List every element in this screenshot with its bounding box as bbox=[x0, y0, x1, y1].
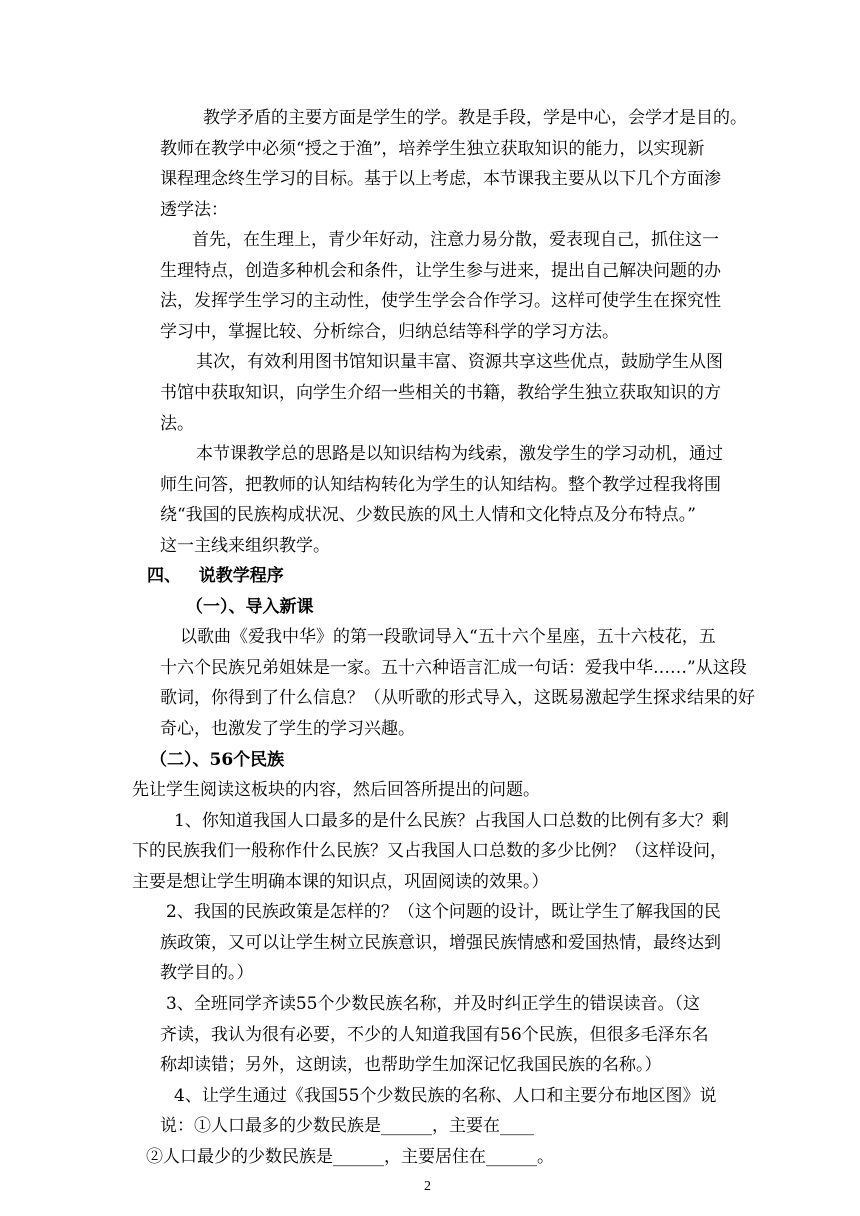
subsection-heading: （一）、导入新课 bbox=[186, 597, 314, 617]
paragraph-line: 齐读，我认为很有必要，不少的人知道我国有56个民族，但很多毛泽东名 bbox=[160, 1025, 709, 1045]
paragraph-line: 下的民族我们一般称作什么民族？又占我国人口总数的多少比例？（这样设问， bbox=[132, 841, 727, 861]
paragraph-line: 族政策，又可以让学生树立民族意识，增强民族情感和爱国热情，最终达到 bbox=[160, 933, 721, 953]
paragraph-line: 以歌曲《爱我中华》的第一段歌词导入“五十六个星座，五十六枝花，五 bbox=[180, 627, 716, 647]
paragraph-line: 说：①人口最多的少数民族是______，主要在____ bbox=[160, 1116, 534, 1136]
paragraph-line: 学习中，掌握比较、分析综合，归纳总结等科学的学习方法。 bbox=[160, 322, 619, 342]
paragraph-line: 其次，有效利用图书馆知识量丰富、资源共享这些优点，鼓励学生从图 bbox=[196, 352, 723, 372]
paragraph-line: 教师在教学中必须“授之于渔”，培养学生独立获取知识的能力，以实现新 bbox=[160, 139, 705, 159]
paragraph-line: 这一主线来组织教学。 bbox=[160, 536, 330, 556]
paragraph-line: 法，发挥学生学习的主动性，使学生学会合作学习。这样可使学生在探究性 bbox=[160, 291, 721, 311]
paragraph-line: 教学目的。） bbox=[160, 963, 254, 983]
paragraph-line: 绕“我国的民族构成状况、少数民族的风土人情和文化特点及分布特点。” bbox=[160, 505, 696, 525]
paragraph-line: 透学法： bbox=[160, 200, 228, 220]
paragraph-line: 称却读错；另外，这朗读，也帮助学生加深记忆我国民族的名称。） bbox=[160, 1055, 662, 1075]
paragraph-line: ②人口最少的少数民族是______，主要居住在______。 bbox=[146, 1147, 554, 1167]
page-number: 2 bbox=[424, 1179, 431, 1194]
paragraph-line: 3、全班同学齐读55个少数民族名称，并及时纠正学生的错误读音。（这 bbox=[166, 994, 700, 1014]
paragraph-line: 法。 bbox=[160, 414, 194, 434]
paragraph-line: 1、你知道我国人口最多的是什么民族？占我国人口总数的比例有多大？剩 bbox=[174, 811, 729, 831]
paragraph-line: 歌词，你得到了什么信息？（从听歌的形式导入，这既易激起学生探求结果的好 bbox=[160, 688, 755, 708]
paragraph-line: 主要是想让学生明确本课的知识点，巩固阅读的效果。） bbox=[132, 872, 549, 892]
paragraph-line: 奇心，也激发了学生的学习兴趣。 bbox=[160, 719, 415, 739]
paragraph-line: 书馆中获取知识，向学生介绍一些相关的书籍，教给学生独立获取知识的方 bbox=[160, 383, 721, 403]
paragraph-line: 教学矛盾的主要方面是学生的学。教是手段，学是中心，会学才是目的。 bbox=[203, 108, 747, 128]
paragraph-line: 先让学生阅读这板块的内容，然后回答所提出的问题。 bbox=[132, 780, 540, 800]
paragraph-line: 十六个民族兄弟姐妹是一家。五十六种语言汇成一句话：爱我中华……”从这段 bbox=[160, 658, 747, 678]
paragraph-line: 首先，在生理上，青少年好动，注意力易分散，爱表现自己，抓住这一 bbox=[192, 230, 719, 250]
section-heading: 四、 说教学程序 bbox=[147, 566, 284, 586]
paragraph-line: 课程理念终生学习的目标。基于以上考虑，本节课我主要从以下几个方面渗 bbox=[160, 169, 721, 189]
subsection-heading: （二）、56个民族 bbox=[150, 750, 285, 770]
paragraph-line: 2、我国的民族政策是怎样的？（这个问题的设计，既让学生了解我国的民 bbox=[166, 902, 721, 922]
paragraph-line: 生理特点，创造多种机会和条件，让学生参与进来，提出自己解决问题的办 bbox=[160, 261, 721, 281]
paragraph-line: 本节课教学总的思路是以知识结构为线索，激发学生的学习动机，通过 bbox=[196, 444, 723, 464]
paragraph-line: 4、让学生通过《我国55个少数民族的名称、人口和主要分布地区图》说 bbox=[174, 1086, 717, 1106]
paragraph-line: 师生问答，把教师的认知结构转化为学生的认知结构。整个教学过程我将围 bbox=[160, 475, 721, 495]
